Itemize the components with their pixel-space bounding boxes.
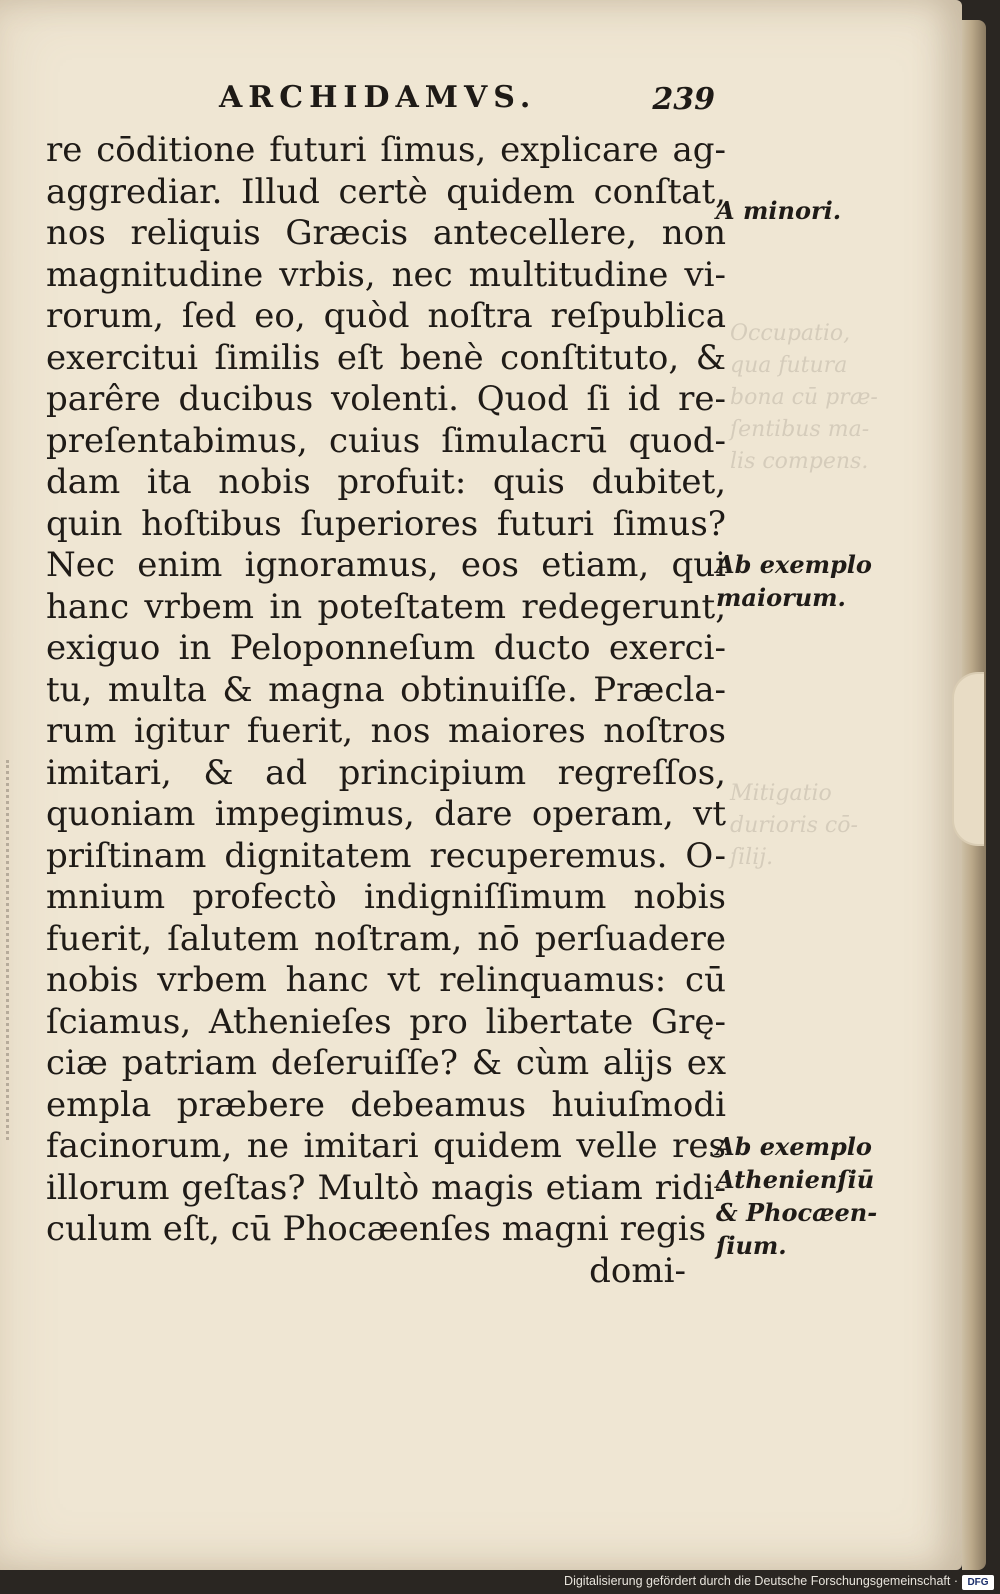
show-through-line: ſilij. <box>730 845 774 870</box>
text-line: exiguo in Peloponneſum ducto exerci- <box>46 628 726 668</box>
text-line: facinorum, ne imitari quidem velle res <box>46 1126 726 1166</box>
text-line: imitari, & ad principium regreſſos, <box>46 752 726 793</box>
show-through-note <box>730 318 910 478</box>
text-line: ſciamus, Athenieſes pro libertate Grę- <box>46 1001 726 1042</box>
text-line: empla præbere debeamus huiuſmodi <box>46 1084 726 1125</box>
text-line: hanc vrbem in poteſtatem redegerunt, <box>46 586 726 627</box>
margin-note-ab-exemplo-atheniensium <box>716 1130 896 1262</box>
text-line: rorum, ſed eo, quòd noſtra reſpublica <box>46 296 726 336</box>
show-through-note <box>730 778 910 874</box>
text-line: dam ita nobis profuit: quis dubitet, <box>46 462 726 502</box>
footer-credit: Digitalisierung gefördert durch die Deutsche Forschungsgemeinschaft · <box>564 1574 958 1588</box>
text-line: rum igitur fuerit, nos maiores noſtros <box>46 711 726 751</box>
text-line: nos reliquis Græcis antecellere, non <box>46 213 726 253</box>
page-notch <box>952 672 984 846</box>
margin-note-ab-exemplo-maiorum <box>716 548 896 614</box>
text-line: nobis vrbem hanc vt relinquamus: cū <box>46 960 726 1000</box>
show-through-line: qua futura <box>730 353 848 378</box>
text-line: quin hoſtibus ſuperiores futuri ſimus? <box>46 503 726 544</box>
footer-bar <box>0 1572 1000 1594</box>
margin-note-line: maiorum. <box>716 583 846 612</box>
text-line: aggrediar. Illud certè quidem conſtat, <box>46 171 726 212</box>
text-line: tu, multa & magna obtinuiſſe. Præcla- <box>46 669 726 710</box>
margin-note-line: ſium. <box>716 1231 787 1260</box>
page-number: 239 <box>652 82 715 117</box>
show-through-line: ſentibus ma- <box>730 417 870 442</box>
catchword: domi- <box>589 1250 686 1291</box>
text-line: magnitudine vrbis, nec multitudine vi- <box>46 254 726 295</box>
margin-note-line: Ab exemplo <box>716 550 872 579</box>
show-through-line: lis compens. <box>730 449 869 474</box>
margin-note-line: Athenienſiū <box>716 1165 875 1194</box>
margin-note-line: & Phocæen- <box>716 1198 878 1227</box>
text-line: quoniam impegimus, dare operam, vt <box>46 794 726 834</box>
text-line: preſentabimus, cuius ſimulacrū quod- <box>46 420 726 461</box>
body-text <box>46 130 726 1292</box>
show-through-line: bona cū præ- <box>730 385 878 410</box>
margin-note-line: Ab exemplo <box>716 1132 872 1161</box>
running-head <box>219 80 719 132</box>
dfg-logo-icon: DFG <box>962 1575 994 1590</box>
text-line: fuerit, ſalutem noſtram, nō perſuadere <box>46 918 726 959</box>
text-line: exercitui ſimilis eſt benè conſtituto, & <box>46 337 726 378</box>
text-line: ciæ patriam deſeruiſſe? & cùm alijs ex <box>46 1043 726 1083</box>
text-line: culum eſt, cū Phocæenſes magni regis <box>46 1209 707 1249</box>
text-line: illorum geſtas? Multò magis etiam ridi- <box>46 1167 726 1208</box>
show-through-line: Mitigatio <box>730 781 832 806</box>
text-line: mnium profectò indigniſſimum nobis <box>46 877 726 917</box>
text-line: re cōditione futuri ſimus, explicare ag- <box>46 130 726 170</box>
text-line: parêre ducibus volenti. Quod ſi id re- <box>46 379 726 419</box>
show-through-line: durioris cō- <box>730 813 858 838</box>
margin-note-line: A minori. <box>716 196 842 225</box>
running-title: ARCHIDAMVS. <box>219 80 537 115</box>
gutter-marks <box>6 760 23 1140</box>
show-through-line: Occupatio, <box>730 321 851 346</box>
text-line: priſtinam dignitatem recuperemus. O- <box>46 835 726 876</box>
margin-note-a-minori <box>716 194 896 227</box>
text-line: Nec enim ignoramus, eos etiam, qui <box>46 545 726 585</box>
